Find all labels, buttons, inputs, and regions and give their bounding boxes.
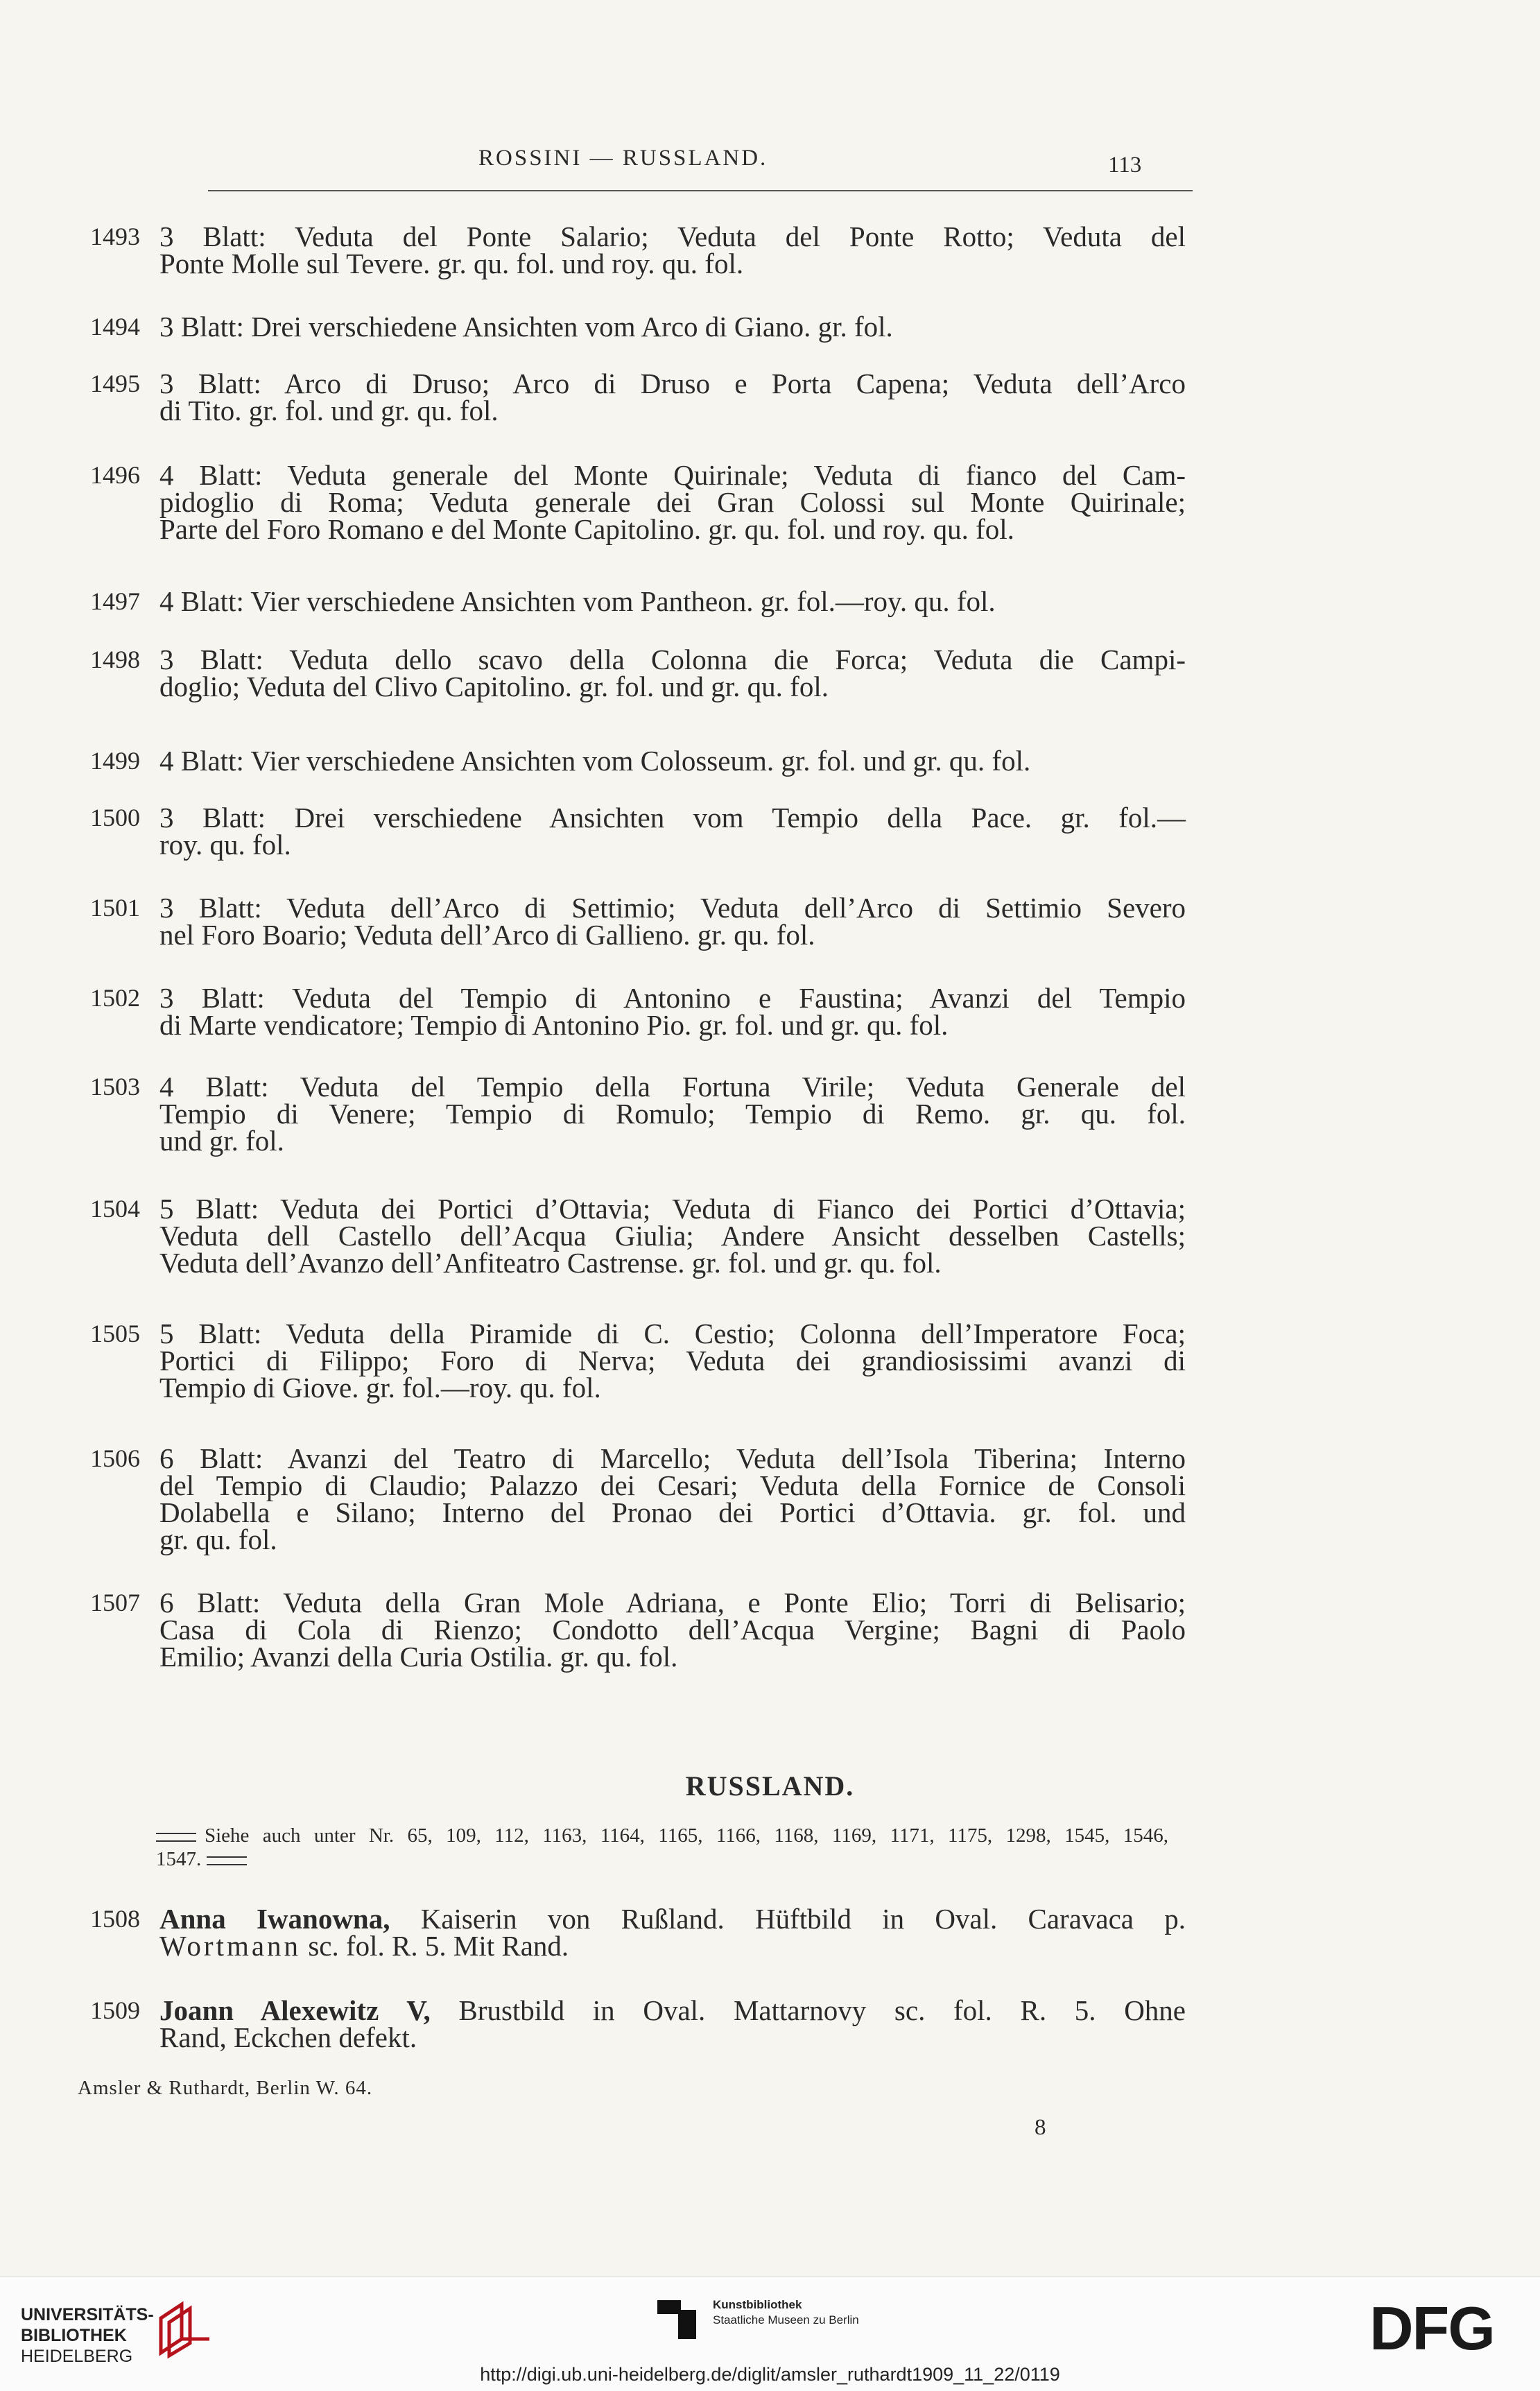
entry-number: 1499 xyxy=(90,747,140,775)
page-number: 113 xyxy=(1108,153,1142,178)
entry-number: 1497 xyxy=(90,587,140,615)
entry-line: 3 Blatt: Arco di Druso; Arco di Druso e Porta Capena; Veduta dell’Arco xyxy=(159,368,1186,399)
entry-line: del Tempio di Claudio; Palazzo dei Cesari; Veduta della Fornice de Consoli xyxy=(159,1469,1186,1501)
kb-subtitle: Staatliche Museen zu Berlin xyxy=(713,2313,859,2327)
entry-number: 1500 xyxy=(90,804,140,831)
entry-text xyxy=(159,646,1186,700)
entry-text xyxy=(159,982,1186,1041)
entry-line: di Tito. gr. fol. und gr. qu. fol. xyxy=(159,395,499,426)
entry-text xyxy=(159,585,1186,617)
entry-line: Veduta dell Castello dell’Acqua Giulia; Andere Ansicht desselben Castells; xyxy=(159,1220,1186,1252)
entry-line: di Marte vendicatore; Tempio di Antonino Pio. gr. fol. und gr. qu. fol. xyxy=(159,1009,949,1041)
entry-text xyxy=(159,1073,1186,1155)
entry-line: 3 Blatt: Veduta dello scavo della Colonna die Forca; Veduta die Campi- xyxy=(159,644,1186,675)
entry-line: Veduta dell’Avanzo dell’Anfiteatro Castrense. gr. fol. und gr. qu. fol. xyxy=(159,1247,942,1279)
ub-book-icon xyxy=(154,2297,216,2360)
entry-line: roy. qu. fol. xyxy=(159,829,291,861)
double-rule xyxy=(156,1833,196,1842)
entry-number: 1494 xyxy=(90,313,140,340)
entry-line: 3 Blatt: Veduta dell’Arco di Settimio; Veduta dell’Arco di Settimio Severo xyxy=(159,892,1186,924)
kunstbibliothek-logo[interactable] xyxy=(713,2297,859,2328)
entry-number: 1498 xyxy=(90,646,140,673)
entry-line: 3 Blatt: Veduta del Tempio di Antonino e Faustina; Avanzi del Tempio xyxy=(159,982,1186,1014)
entry-line: pidoglio di Roma; Veduta generale dei Gran Colossi sul Monte Quirinale; xyxy=(159,486,1186,518)
entry-text xyxy=(159,802,1186,861)
entry-line: 3 Blatt: Drei verschiedene Ansichten vom Arco di Giano. gr. fol. xyxy=(159,311,893,343)
ub-heidelberg-logo[interactable] xyxy=(21,2304,154,2367)
entry-text xyxy=(159,1589,1186,1671)
entry-line: Dolabella e Silano; Interno del Pronao dei Portici d’Ottavia. gr. fol. und xyxy=(159,1496,1186,1528)
entry-text xyxy=(159,745,1186,777)
entry-text-part: Brustbild in Oval. Mattarnovy sc. fol. R. 5. Ohne xyxy=(430,1994,1186,2026)
entry-line: Emilio; Avanzi della Curia Ostilia. gr. qu. fol. xyxy=(159,1641,678,1673)
entry-number: 1505 xyxy=(90,1320,140,1347)
entry-line: 4 Blatt: Veduta del Tempio della Fortuna Virile; Veduta Generale del xyxy=(159,1071,1186,1103)
entry-line: gr. qu. fol. xyxy=(159,1523,277,1555)
kunstbibliothek-icon xyxy=(657,2300,696,2339)
entry-number: 1493 xyxy=(90,223,140,250)
entry-line: und gr. fol. xyxy=(159,1125,284,1157)
ub-logo-line: UNIVERSITÄTS- xyxy=(21,2305,154,2324)
entry-number: 1502 xyxy=(90,984,140,1012)
see-also-line-2: 1547. xyxy=(156,1848,202,1870)
dfg-logo[interactable]: DFG xyxy=(1369,2294,1494,2363)
entry-line: Portici di Filippo; Foro di Nerva; Veduta dei grandiosissimi avanzi di xyxy=(159,1345,1186,1376)
entry-text xyxy=(159,311,1186,343)
entry-number: 1495 xyxy=(90,370,140,397)
entry-text-part: sc. fol. R. 5. Mit Rand. xyxy=(301,1930,569,1962)
see-also-note xyxy=(156,1824,1168,1871)
entry-number: 1508 xyxy=(90,1905,140,1933)
entry-text xyxy=(159,892,1186,951)
entry-line: 3 Blatt: Veduta del Ponte Salario; Veduta del Ponte Rotto; Veduta del xyxy=(159,221,1186,252)
entry-line: 4 Blatt: Vier verschiedene Ansichten vom Colosseum. gr. fol. und gr. qu. fol. xyxy=(159,745,1031,777)
publisher-imprint: Amsler & Ruthardt, Berlin W. 64. xyxy=(78,2077,373,2099)
ub-logo-line: HEIDELBERG xyxy=(21,2347,133,2366)
entry-line: 6 Blatt: Veduta della Gran Mole Adriana, e Ponte Elio; Torri di Belisario; xyxy=(159,1587,1186,1619)
entry-text-part: Rand, Eckchen defekt. xyxy=(159,2021,417,2053)
entry-name: Joann Alexewitz V, xyxy=(159,1994,431,2026)
entry-number: 1503 xyxy=(90,1073,140,1100)
section-title: RUSSLAND. xyxy=(685,1770,855,1802)
entry-text xyxy=(159,1994,1186,2053)
entry-line: 6 Blatt: Avanzi del Teatro di Marcello; Veduta dell’Isola Tiberina; Interno xyxy=(159,1442,1186,1474)
entry-text xyxy=(159,370,1186,424)
ub-logo-line: BIBLIOTHEK xyxy=(21,2326,127,2345)
entry-line: 5 Blatt: Veduta dei Portici d’Ottavia; Veduta di Fianco dei Portici d’Ottavia; xyxy=(159,1193,1186,1225)
entry-text xyxy=(159,1442,1186,1555)
library-footer-bar xyxy=(0,2276,1540,2391)
entry-text xyxy=(159,223,1186,277)
engraver-name: Wortmann xyxy=(159,1930,302,1962)
entry-line: nel Foro Boario; Veduta dell’Arco di Gallieno. gr. qu. fol. xyxy=(159,919,815,951)
entry-line: doglio; Veduta del Clivo Capitolino. gr. fol. und gr. qu. fol. xyxy=(159,671,829,702)
entry-line: 4 Blatt: Vier verschiedene Ansichten vom Pantheon. gr. fol.—roy. qu. fol. xyxy=(159,585,996,617)
entry-line: 5 Blatt: Veduta della Piramide di C. Cestio; Colonna dell’Imperatore Foca; xyxy=(159,1318,1186,1349)
entry-line: Tempio di Giove. gr. fol.—roy. qu. fol. xyxy=(159,1372,601,1404)
entry-text xyxy=(159,1318,1186,1404)
entry-line: 3 Blatt: Drei verschiedene Ansichten vom Tempio della Pace. gr. fol.— xyxy=(159,802,1186,834)
entry-line: 4 Blatt: Veduta generale del Monte Quirinale; Veduta di fianco del Cam- xyxy=(159,459,1186,491)
running-head: ROSSINI — RUSSLAND. xyxy=(478,146,768,171)
entry-text xyxy=(159,1193,1186,1279)
entry-line: Tempio di Venere; Tempio di Romulo; Tempio di Remo. gr. qu. fol. xyxy=(159,1098,1186,1130)
source-url[interactable]: http://digi.ub.uni-heidelberg.de/diglit/amsler_ruthardt1909_11_22/0119 xyxy=(480,2364,1060,2385)
entry-number: 1496 xyxy=(90,461,140,489)
see-also-line-1: Siehe auch unter Nr. 65, 109, 112, 1163, 1164, 1165, 1166, 1168, 1169, 1171, 1175, 1298, 1545, 1546, xyxy=(205,1824,1168,1847)
entry-line: Casa di Cola di Rienzo; Condotto dell’Acqua Vergine; Bagni di Paolo xyxy=(159,1614,1186,1646)
entry-number: 1501 xyxy=(90,894,140,922)
signature-mark: 8 xyxy=(1035,2115,1046,2140)
header-rule xyxy=(208,190,1193,191)
entry-line: Parte del Foro Romano e del Monte Capitolino. gr. qu. fol. und roy. qu. fol. xyxy=(159,513,1014,545)
entry-text-part: Kaiserin von Rußland. Hüftbild in Oval. Caravaca p. xyxy=(390,1903,1186,1935)
entry-number: 1506 xyxy=(90,1444,140,1472)
kb-name: Kunstbibliothek xyxy=(713,2298,802,2311)
entry-number: 1504 xyxy=(90,1195,140,1223)
entry-number: 1509 xyxy=(90,1996,140,2024)
entry-text xyxy=(159,459,1186,545)
double-rule xyxy=(207,1856,247,1865)
entry-line: Ponte Molle sul Tevere. gr. qu. fol. und roy. qu. fol. xyxy=(159,248,744,279)
entry-name: Anna Iwanowna, xyxy=(159,1903,390,1935)
entry-text xyxy=(159,1903,1186,1962)
entry-number: 1507 xyxy=(90,1589,140,1616)
